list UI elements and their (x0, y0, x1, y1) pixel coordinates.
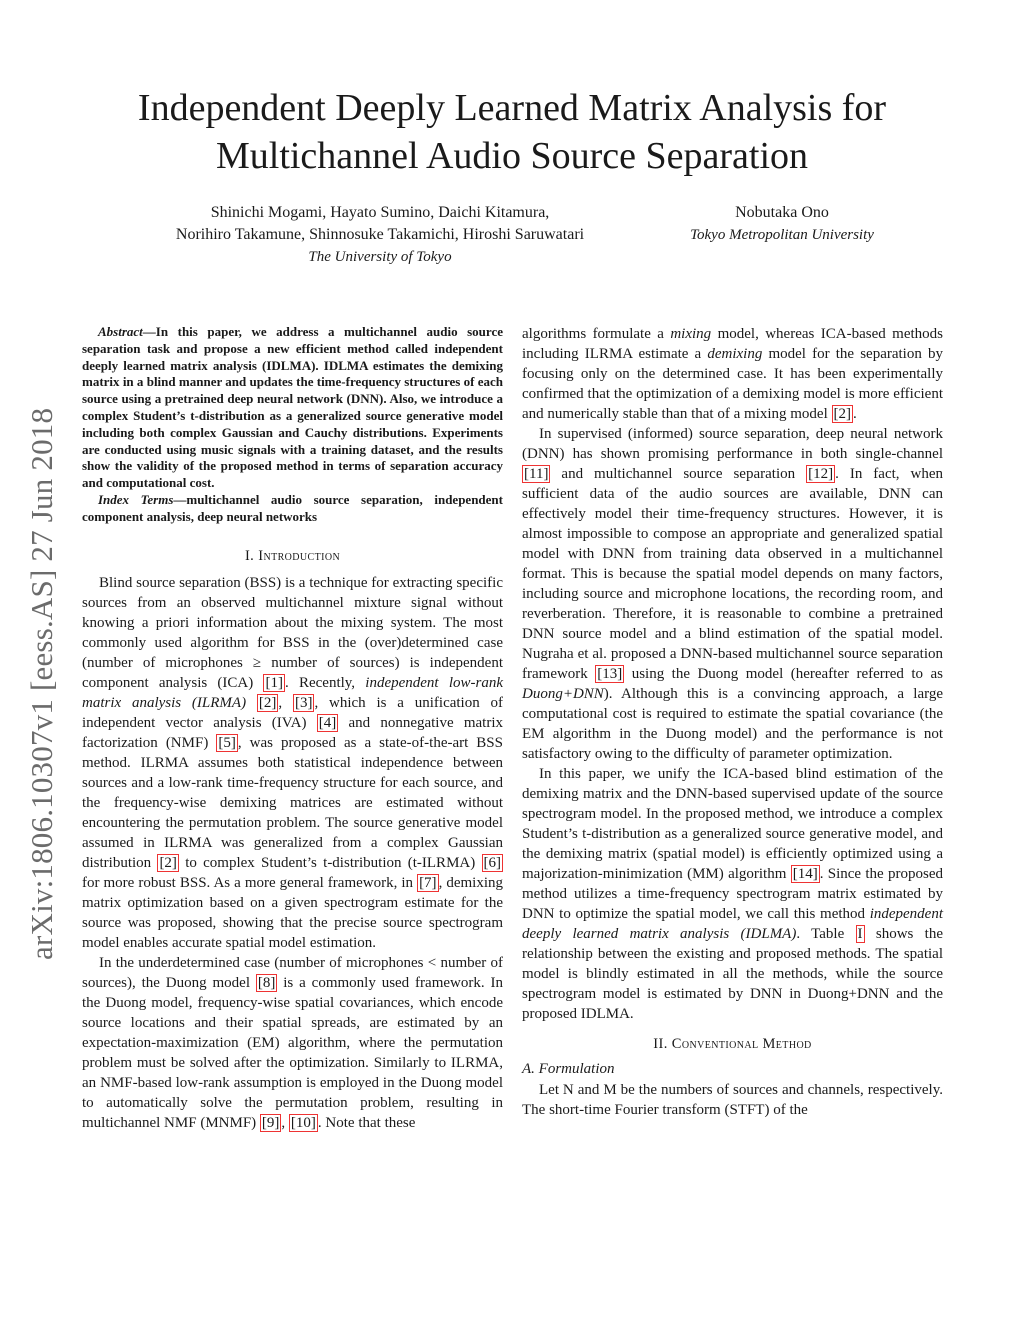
citation-link[interactable]: [14] (792, 866, 818, 882)
arxiv-stamp-text: arXiv:1806.10307v1 [eess.AS] 27 Jun 2018 (24, 407, 59, 960)
affiliation-1: The University of Tokyo (308, 249, 452, 265)
index-terms-text: —multichannel audio source separation, independent component analysis, deep neural networks (82, 491, 503, 524)
intro-body (82, 573, 503, 1133)
citation-link[interactable]: [1] (265, 674, 283, 691)
formulation-body (522, 1080, 943, 1120)
index-terms-label: Index Terms (98, 491, 174, 507)
authors-line-1: Shinichi Mogami, Hayato Sumino, Daichi Kitamura, (210, 204, 550, 221)
subsection-heading-formulation: A. Formulation (522, 1061, 615, 1077)
section-heading-method: II. Conventional Method (653, 1036, 812, 1052)
title-line-1: Independent Deeply Learned Matrix Analysis for (137, 87, 887, 129)
citation-link[interactable]: [8] (257, 974, 276, 991)
intro-paragraph-1: Blind source separation (BSS) is a technique for extracting specific sources from an observed multichannel mixture signal without knowing a priori information about the mixing system. The most commonly used algorithm for BSS in the (over)determined case (number of microphones ≥ number of sources) is independent component analysis (ICA) [1] . Recently, independent low-rank matrix analysis (ILRMA) [2] , [3] , which is a unification of independent vector analysis (IVA) [4] and nonnegative matrix factorization (NMF) [5] , was proposed as a state-of-the-art BSS method. ILRMA assumes both statistical independence between sources and a low-rank time-frequency structure for each source, and the frequency-wise demixing matrices are estimated without encountering the permutation problem. The source generative model assumed in ILRMA was generalized from a complex Gaussian distribution [2] to complex Student’s t-distribution (t-ILRMA) [6] for more robust BSS. As a more general framework, in [7] , demixing matrix optimization based on a given spectrogram estimate for the source was proposed, showing that the precise source spectrogram model enables accurate spatial model estimation. (82, 574, 504, 951)
abstract (82, 324, 503, 526)
citation-link[interactable]: [4] (318, 714, 337, 731)
abstract-text: —In this paper, we address a multichannel audio source separation task and propose a new efficient method called independent deeply learned matrix analysis (IDLMA). IDLMA estimates the demixing matrix in a blind manner and updates the time-frequency structures of each source using a pretrained deep neural network (DNN). Also, we introduce a complex Student’s t-distribution as a generalized source generative model including both complex Gaussian and Cauchy distributions. Experiments are conducted using music signals with a training dataset, and the results show the validity of the proposed method in terms of separation accuracy and computational cost. (82, 324, 503, 491)
author-name-2: Nobutaka Ono (735, 204, 829, 221)
affiliation-2: Tokyo Metropolitan University (690, 227, 874, 243)
right-paragraph-2: In supervised (informed) source separation, deep neural network (DNN) has shown promising performance in both single-channel [11] and multichannel source separation [12] . In fact, when sufficient data of the audio sources are available, DNN can effectively model their time-frequency structures. However, it is almost impossible to compose an appropriate and generalized spatial model with DNN from training data observed in a multichannel format. This is because the spatial model depends on many factors, including source and microphone locations, the recording room, and reverberation. Therefore, it is reasonable to combine a pretrained DNN source model and a blind estimation of the spatial model. Nugraha et al. proposed a DNN-based multichannel source separation framework [13] using the Duong model (hereafter referred to as Duong+DNN). Although this is a convincing approach, a large computational cost is required to estimate the spatial covariance (the EM algorithm in the Duong model) and the performance is not satisfactory owing to the difficulty of parameter optimization. (522, 426, 943, 762)
citation-link[interactable]: [11] (524, 466, 549, 482)
author-block-2 (662, 202, 902, 246)
authors-line-2: Norihiro Takamune, Shinnosuke Takamichi, Hiroshi Saruwatari (175, 226, 585, 243)
arxiv-stamp (20, 350, 68, 960)
right-paragraph-3: In this paper, we unify the ICA-based blind estimation of the demixing matrix and the DNN-based supervised update of the source spectrogram model. In the proposed method, we introduce a complex Student’s t-distribution as a generalized source generative model, and the demixing matrix (spatial model) is efficiently optimized using a majorization-minimization (MM) algorithm [14] . Since the proposed method utilizes a time-frequency spectrogram matrix estimated by DNN to optimize the spatial model, we call this method independent deeply learned matrix analysis (IDLMA). Table I shows the relationship between the existing and proposed methods. The spatial model is blindly estimated in all the methods, while the source spectrogram model is estimated by DNN in Duong+DNN and the proposed IDLMA. (522, 766, 944, 1022)
citation-link[interactable]: [10] (290, 1114, 316, 1131)
table-link[interactable]: I (857, 926, 863, 942)
abstract-label: Abstract (98, 324, 143, 339)
right-paragraph-1: algorithms formulate a mixing model, whereas ICA-based methods including ILRMA estimate a demixing model for the separation by focusing only on the determined case. It has been experimentally confirmed that the optimization of a demixing model is more efficient and numerically stable than that of a mixing model [2] . (522, 326, 943, 422)
citation-link[interactable]: [13] (597, 666, 623, 682)
right-body (522, 324, 943, 1024)
citation-link[interactable]: [12] (808, 466, 834, 482)
paper-title (0, 84, 1024, 180)
citation-link[interactable]: [6] (483, 854, 501, 871)
intro-paragraph-2: In the underdetermined case (number of microphones < number of sources), the Duong model [8] is a commonly used framework. In the Duong model, frequency-wise spatial covariances, which encode source locations and their spatial spreads, are estimated by an expectation-maximization (EM) algorithm, where the permutation problem must be solved after the optimization. Similarly to ILRMA, an NMF-based low-rank assumption is employed in the Duong model to automatically solve the permutation problem, resulting in multichannel NMF (MNMF) [9] , [10] . Note that these (82, 954, 503, 1131)
citation-link[interactable]: [5] (218, 734, 236, 751)
citation-link[interactable]: [2] (833, 406, 851, 422)
section-heading-intro: I. Introduction (244, 547, 341, 564)
author-block-1 (120, 202, 640, 268)
citation-link[interactable]: [7] (419, 874, 437, 891)
right-column (522, 324, 943, 1120)
citation-link[interactable]: [2] (258, 694, 277, 711)
citation-link[interactable]: [2] (159, 854, 177, 871)
left-column (82, 324, 503, 1133)
title-line-2: Multichannel Audio Source Separation (215, 135, 809, 177)
citation-link[interactable]: [3] (294, 694, 313, 711)
citation-link[interactable]: [9] (261, 1114, 280, 1131)
right-paragraph-4: Let N and M be the numbers of sources and channels, respectively. The short-time Fourier transform (STFT) of the (522, 1082, 943, 1118)
